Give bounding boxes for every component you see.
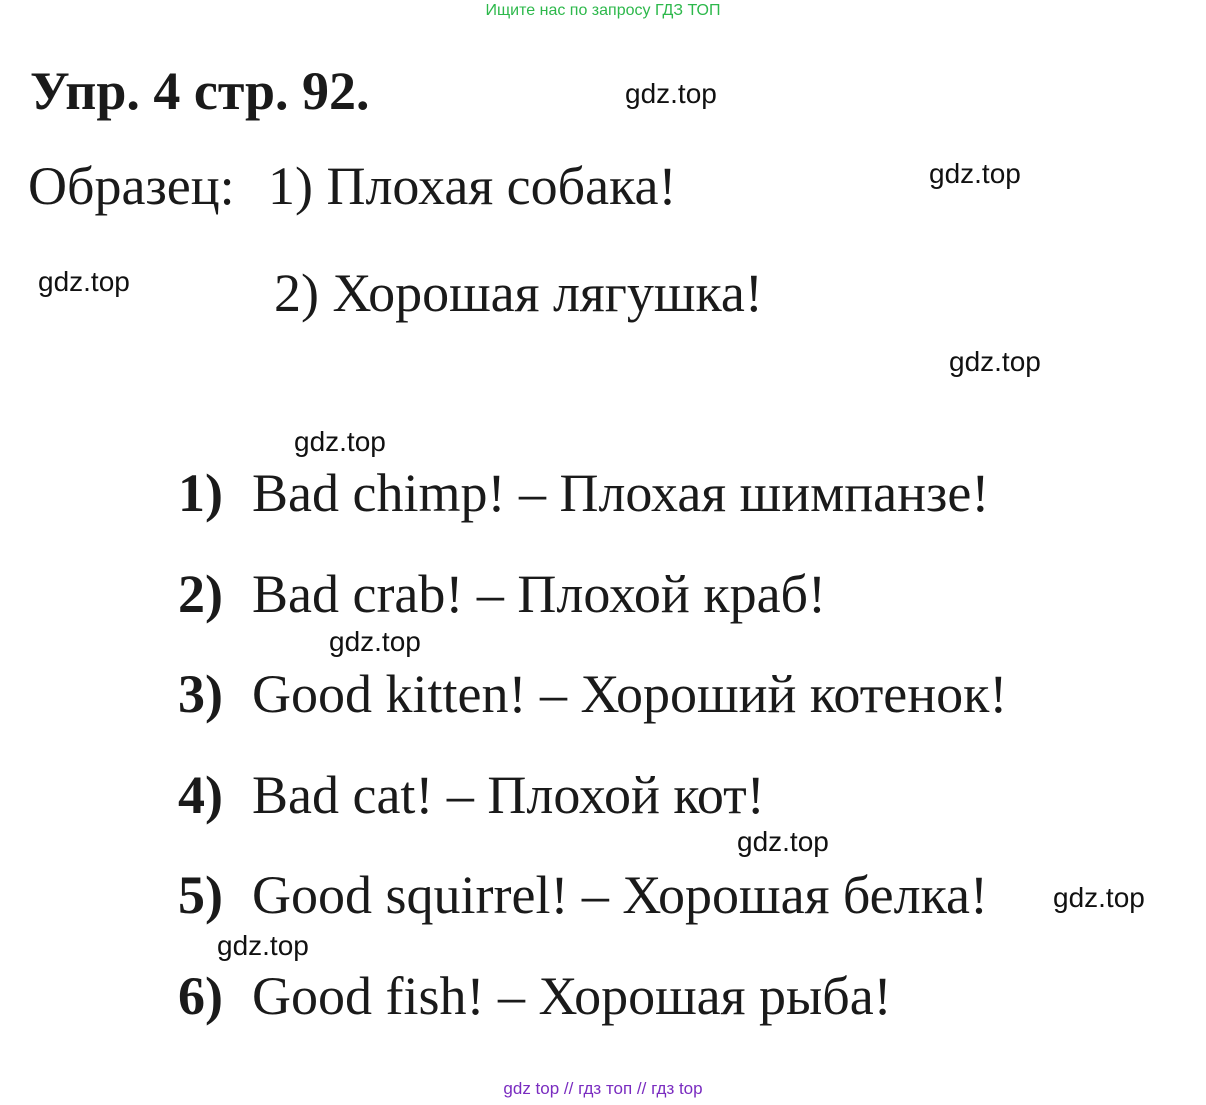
sample-line-2: 2) Хорошая лягушка! bbox=[274, 263, 763, 323]
sample-label: Образец: bbox=[28, 156, 235, 216]
watermark: gdz.top bbox=[737, 826, 829, 857]
watermark: gdz.top bbox=[949, 346, 1041, 377]
answer-item bbox=[178, 764, 765, 826]
answer-item bbox=[178, 663, 1007, 725]
watermark: gdz.top bbox=[1053, 882, 1145, 913]
answer-item bbox=[178, 965, 892, 1027]
answer-number: 3) bbox=[178, 664, 223, 724]
answer-text: Good kitten! – Хороший котенок! bbox=[252, 664, 1008, 724]
answer-number: 1) bbox=[178, 463, 223, 523]
answer-item bbox=[178, 864, 988, 926]
exercise-title: Упр. 4 стр. 92. bbox=[30, 61, 370, 121]
footer-links: gdz top // гдз топ // гдз top bbox=[503, 1079, 703, 1098]
watermark: gdz.top bbox=[217, 930, 309, 961]
answer-text: Bad crab! – Плохой краб! bbox=[252, 564, 826, 624]
answer-item bbox=[178, 563, 826, 625]
watermark: gdz.top bbox=[294, 426, 386, 457]
answer-number: 6) bbox=[178, 966, 223, 1026]
sample-line-1: 1) Плохая собака! bbox=[268, 156, 677, 216]
top-banner: Ищите нас по запросу ГДЗ ТОП bbox=[485, 2, 721, 19]
answer-text: Good squirrel! – Хорошая белка! bbox=[252, 865, 988, 925]
watermark: gdz.top bbox=[38, 266, 130, 297]
answer-text: Bad chimp! – Плохая шимпанзе! bbox=[252, 463, 990, 523]
watermark: gdz.top bbox=[329, 626, 421, 657]
answer-number: 2) bbox=[178, 564, 223, 624]
answer-number: 5) bbox=[178, 865, 223, 925]
watermark: gdz.top bbox=[625, 78, 717, 109]
watermark: gdz.top bbox=[929, 158, 1021, 189]
answer-number: 4) bbox=[178, 765, 223, 825]
answer-text: Bad cat! – Плохой кот! bbox=[252, 765, 765, 825]
answer-text: Good fish! – Хорошая рыба! bbox=[252, 966, 892, 1026]
answer-item bbox=[178, 462, 989, 524]
